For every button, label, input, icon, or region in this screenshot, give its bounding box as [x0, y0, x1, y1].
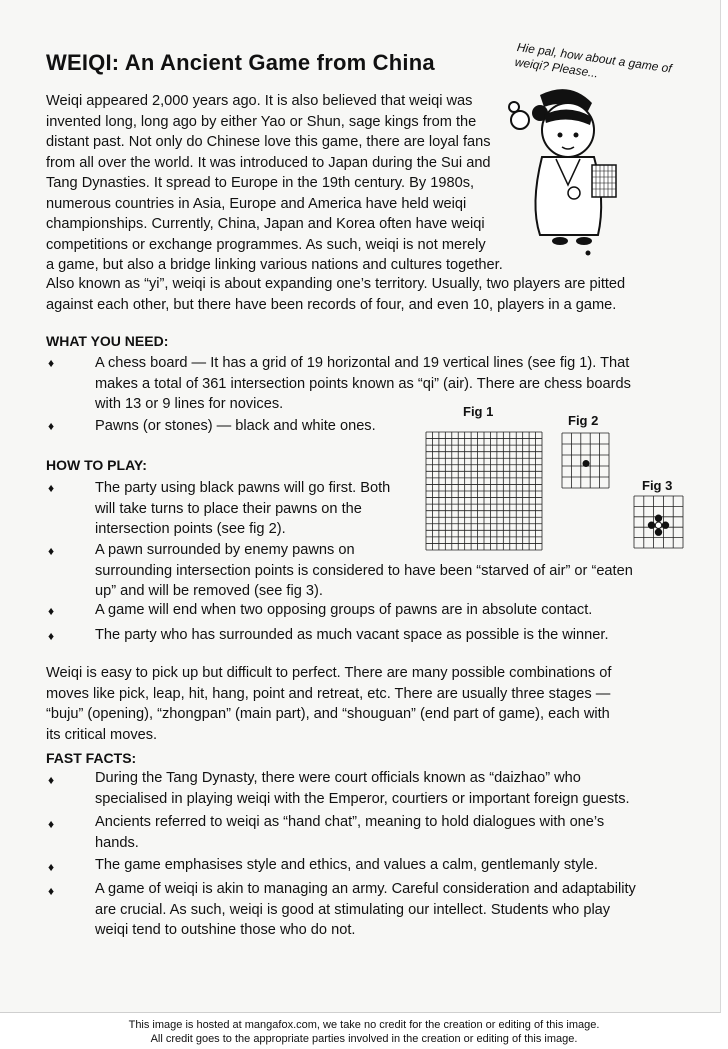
fig1-label: Fig 1: [463, 404, 494, 419]
play-item-black-first: The party using black pawns will go first. Both will take turns to place their pawns on the intersection points (see fig 2).: [95, 480, 391, 537]
intro-line: distant past. Not only do Chinese love this game, there are loyal fans: [46, 134, 491, 150]
intro-line: Weiqi appeared 2,000 years ago. It is also believed that weiqi was: [46, 93, 473, 109]
need-item-pawns: Pawns (or stones) — black and white ones.: [95, 418, 376, 434]
white-stone: [655, 522, 661, 528]
fig3-board: [633, 495, 685, 550]
fast-facts-heading: FAST FACTS:: [46, 750, 137, 766]
fig3-label: Fig 3: [642, 478, 673, 493]
black-stone: [648, 522, 654, 528]
intro-line: a game, but also a bridge linking various nations and cultures together.: [46, 257, 503, 273]
character-illustration: [500, 85, 620, 260]
paragraph-line: Also known as “yi”, weiqi is about expanding one’s territory. Usually, two players are pitted: [46, 276, 626, 292]
stages-paragraph: Weiqi is easy to pick up but difficult to perfect. There are many possible combinations of moves like pick, leap, hit, hang, point and retreat, etc. There are usually three stages — “buju” (opening), “zhongpan” (main part), and “shouguan” (end part of game), each with its critical moves.: [46, 665, 612, 743]
bullet-icon: ♦: [48, 773, 55, 787]
fact-item-army: A game of weiqi is akin to managing an army. Careful consideration and adaptability are crucial. As such, weiqi is good at stimulating our intellect. Students who play weiqi tend to outshine those who do not.: [95, 881, 636, 938]
bullet-icon: ♦: [48, 884, 55, 898]
speech-bubble-text: Hie pal, how about a game of weiqi? Please...: [513, 40, 673, 81]
bullet-icon: ♦: [48, 356, 55, 370]
bullet-icon: ♦: [48, 604, 55, 618]
intro-line: from all over the world. It was introduced to Japan during the Sui and: [46, 154, 491, 171]
bullet-icon: ♦: [48, 544, 55, 558]
paragraph-line: against each other, but there have been records of four, and even 10, players in a game.: [46, 296, 617, 313]
bullet-icon: ♦: [48, 860, 55, 874]
fig2-board: [561, 432, 611, 490]
intro-line: Tang Dynasties. It spread to Europe in the 19th century. By 1980s,: [46, 175, 475, 191]
bullet-icon: ♦: [48, 629, 55, 643]
footer-line: This image is hosted at mangafox.com, we take no credit for the creation or editing of this image.: [128, 1019, 600, 1031]
play-item-surrounded: A pawn surrounded by enemy pawns on surrounding intersection points is considered to have been “starved of air” or “eaten up” and will be removed (see fig 3).: [95, 542, 633, 599]
play-item-game-end: A game will end when two opposing groups of pawns are in absolute contact.: [95, 602, 593, 618]
territory-paragraph: [46, 274, 686, 315]
black-stone: [662, 522, 668, 528]
fact-item-style: The game emphasises style and ethics, and values a calm, gentlemanly style.: [95, 857, 598, 873]
fact-item-daizhao: During the Tang Dynasty, there were court officials known as “daizhao” who specialised in playing weiqi with the Emperor, courtiers or important foreign guests.: [95, 770, 630, 807]
hosting-footer: [0, 1018, 728, 1046]
fig1-board-19x19: [425, 431, 543, 551]
intro-line: championships. Currently, China, Japan and Korea often have weiqi: [46, 216, 485, 232]
fig2-label: Fig 2: [568, 413, 599, 428]
intro-line: numerous countries in Asia, Europe and America have held weiqi: [46, 195, 467, 212]
need-item-chess-board: A chess board — It has a grid of 19 horizontal and 19 vertical lines (see fig 1). That makes a total of 361 intersection points known as “qi” (air). There are chess boards with 13 or 9 lines for novices.: [95, 355, 631, 412]
how-to-play-heading: HOW TO PLAY:: [46, 457, 147, 473]
what-you-need-heading: WHAT YOU NEED:: [46, 333, 169, 349]
black-stone: [583, 461, 589, 467]
intro-paragraph: [46, 91, 516, 276]
black-stone: [655, 529, 661, 535]
intro-line: invented long, long ago by either Yao or Shun, sage kings from the: [46, 113, 477, 130]
intro-line: competitions or exchange programmes. As such, weiqi is not merely: [46, 236, 486, 253]
fact-item-hand-chat: Ancients referred to weiqi as “hand chat”, meaning to hold dialogues with one’s hands.: [95, 814, 605, 851]
bullet-icon: ♦: [48, 817, 55, 831]
bullet-icon: ♦: [48, 419, 55, 433]
play-item-winner: The party who has surrounded as much vacant space as possible is the winner.: [95, 627, 609, 643]
page-title: WEIQI: An Ancient Game from China: [46, 50, 435, 75]
footer-line: All credit goes to the appropriate parties involved in the creation or editing of this image.: [150, 1033, 578, 1045]
black-stone: [655, 515, 661, 521]
bullet-icon: ♦: [48, 481, 55, 495]
